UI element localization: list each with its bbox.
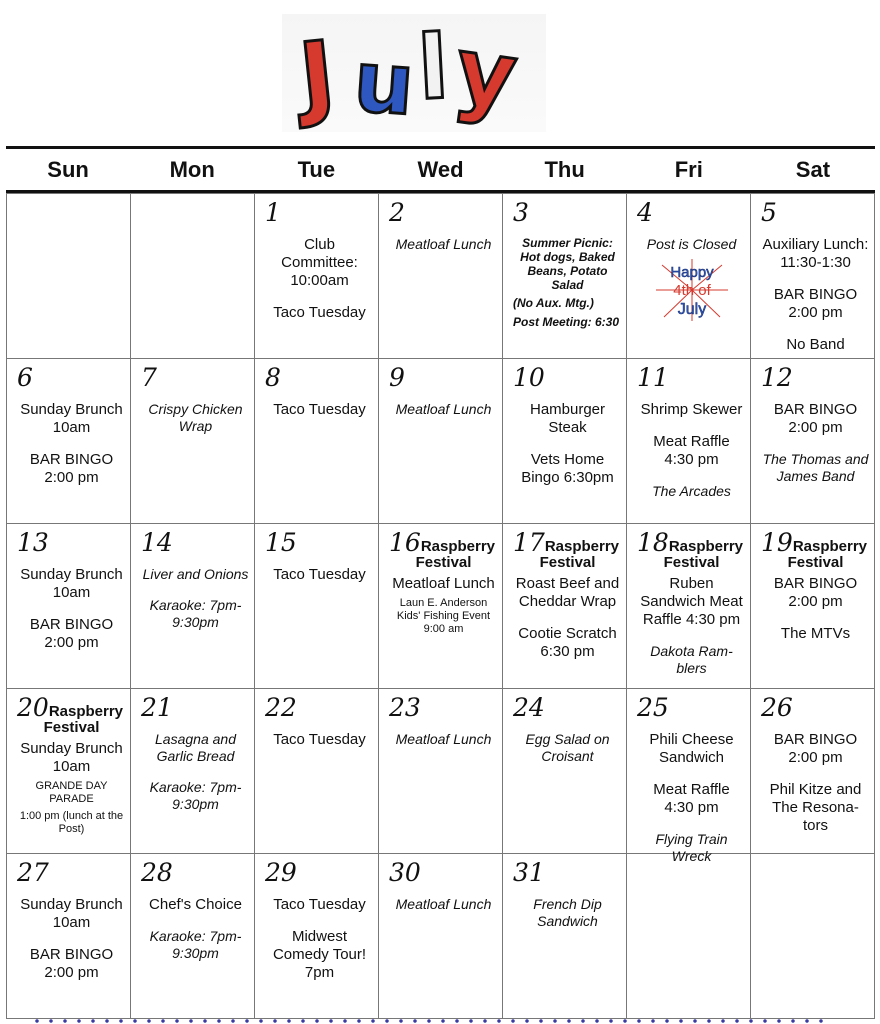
day-number: 13 bbox=[17, 528, 49, 557]
event-text: Hamburger Steak bbox=[529, 401, 606, 436]
day-cell-10 bbox=[503, 359, 627, 524]
day-header bbox=[513, 693, 622, 723]
event-text: BAR BINGO 2:00 pm bbox=[29, 451, 114, 486]
day-header bbox=[513, 363, 622, 393]
day-header bbox=[637, 198, 746, 228]
day-cell-24 bbox=[503, 689, 627, 854]
calendar bbox=[6, 146, 875, 1019]
event-text: Flying Train Wreck bbox=[655, 831, 728, 864]
event-text: BAR BINGO 2:00 pm bbox=[773, 401, 858, 436]
event-text: Taco Tuesday bbox=[273, 896, 366, 913]
event-text: Roast Beef and Cheddar Wrap bbox=[515, 575, 620, 610]
day-number: 19 bbox=[761, 528, 793, 557]
day-cell-30 bbox=[379, 854, 503, 1019]
day-events bbox=[265, 896, 374, 982]
day-cell-2 bbox=[379, 194, 503, 359]
day-header bbox=[141, 858, 250, 888]
day-number: 22 bbox=[265, 693, 297, 722]
event-text: Chef's Choice bbox=[149, 896, 242, 913]
day-number: 9 bbox=[389, 363, 405, 392]
day-header bbox=[637, 363, 746, 393]
day-cell-12 bbox=[751, 359, 875, 524]
day-title-continued: Festival bbox=[415, 554, 472, 571]
event-text: Karaoke: 7pm-9:30pm bbox=[149, 928, 242, 961]
title-letter-l: l bbox=[415, 15, 452, 120]
day-cell-28 bbox=[131, 854, 255, 1019]
day-events bbox=[389, 401, 498, 418]
day-header bbox=[265, 363, 374, 393]
day-cell-1 bbox=[255, 194, 379, 359]
day-events bbox=[513, 401, 622, 487]
weekday-sat: Sat bbox=[795, 156, 831, 182]
day-events bbox=[637, 554, 746, 677]
day-title: Raspberry bbox=[420, 538, 496, 555]
event-text: Meatloaf Lunch bbox=[395, 236, 492, 252]
weekday-fri: Fri bbox=[674, 156, 703, 182]
weekday-header bbox=[6, 149, 875, 190]
day-cell-16 bbox=[379, 524, 503, 689]
day-number: 21 bbox=[141, 693, 173, 722]
event-text: Sunday Brunch 10am bbox=[20, 566, 123, 601]
event-text: Liver and Onions bbox=[142, 566, 249, 582]
day-events bbox=[265, 731, 374, 749]
day-events bbox=[141, 566, 250, 631]
day-cell-22 bbox=[255, 689, 379, 854]
event-text: Meat Raffle 4:30 pm bbox=[653, 781, 730, 816]
day-header bbox=[141, 693, 250, 723]
event-text: Post Meeting: 6:30 bbox=[513, 315, 620, 329]
event-text: Club Committee: 10:00am bbox=[281, 236, 358, 289]
event-text: Lasagna and Garlic Bread bbox=[155, 731, 236, 764]
event-text: Meatloaf Lunch bbox=[395, 401, 492, 417]
day-cell-23 bbox=[379, 689, 503, 854]
event-text: The MTVs bbox=[780, 625, 851, 642]
day-events bbox=[389, 896, 498, 913]
day-events bbox=[637, 236, 746, 323]
day-title: Raspberry bbox=[668, 538, 744, 555]
day-number: 15 bbox=[265, 528, 297, 557]
day-events bbox=[17, 896, 126, 982]
event-text: Taco Tuesday bbox=[273, 401, 366, 418]
event-text: Sunday Brunch 10am bbox=[20, 896, 123, 931]
day-header bbox=[389, 858, 498, 888]
day-number: 17 bbox=[513, 528, 545, 557]
event-text: Midwest Comedy Tour! 7pm bbox=[272, 928, 367, 981]
day-title-continued: Festival bbox=[43, 719, 100, 736]
day-number: 18 bbox=[637, 528, 669, 557]
day-events bbox=[761, 236, 870, 354]
weekday-tue: Tue bbox=[297, 156, 336, 182]
day-number: 25 bbox=[637, 693, 669, 722]
event-text: (No Aux. Mtg.) bbox=[513, 296, 594, 310]
day-number: 14 bbox=[141, 528, 173, 557]
day-number: 11 bbox=[637, 363, 669, 392]
day-number: 16 bbox=[389, 528, 421, 557]
event-text: Laun E. Anderson Kids' Fishing Event 9:00 am bbox=[396, 597, 491, 635]
day-number: 30 bbox=[389, 858, 421, 887]
event-text: No Band bbox=[786, 336, 845, 353]
weekday-mon: Mon bbox=[169, 156, 215, 182]
empty-day-cell bbox=[627, 854, 751, 1019]
day-events bbox=[637, 401, 746, 500]
day-cell-25 bbox=[627, 689, 751, 864]
empty-day-cell bbox=[751, 854, 875, 1019]
day-number: 24 bbox=[513, 693, 545, 722]
event-text: The Thomas and James Band bbox=[762, 451, 869, 484]
july-title-logo bbox=[282, 14, 546, 135]
day-events bbox=[17, 566, 126, 652]
day-header bbox=[17, 858, 126, 888]
day-cell-19 bbox=[751, 524, 875, 689]
day-events bbox=[265, 236, 374, 322]
day-events bbox=[389, 731, 498, 748]
day-cell-21 bbox=[131, 689, 255, 854]
event-text: Meatloaf Lunch bbox=[395, 731, 492, 747]
day-number: 4 bbox=[637, 198, 653, 227]
event-text: Auxiliary Lunch: 11:30-1:30 bbox=[762, 236, 869, 271]
day-number: 23 bbox=[389, 693, 421, 722]
day-header bbox=[389, 198, 498, 228]
event-text: Phili Cheese Sandwich bbox=[649, 731, 734, 766]
day-cell-27 bbox=[7, 854, 131, 1019]
day-cell-29 bbox=[255, 854, 379, 1019]
calendar-grid bbox=[6, 193, 875, 1019]
day-events bbox=[141, 401, 250, 435]
event-text: GRANDE DAY PARADE bbox=[35, 780, 108, 805]
day-cell-4 bbox=[627, 194, 751, 359]
day-events bbox=[513, 896, 622, 930]
weekday-thu: Thu bbox=[544, 156, 585, 182]
event-text: Meat Raffle 4:30 pm bbox=[653, 433, 730, 468]
day-cell-9 bbox=[379, 359, 503, 524]
day-cell-7 bbox=[131, 359, 255, 524]
event-text: BAR BINGO 2:00 pm bbox=[29, 616, 114, 651]
day-cell-14 bbox=[131, 524, 255, 689]
event-text: Meatloaf Lunch bbox=[392, 575, 495, 592]
day-cell-17 bbox=[503, 524, 627, 689]
day-header bbox=[389, 363, 498, 393]
day-number: 10 bbox=[513, 363, 545, 392]
day-header bbox=[17, 363, 126, 393]
event-text: Taco Tuesday bbox=[273, 304, 366, 321]
day-cell-5 bbox=[751, 194, 875, 359]
day-cell-6 bbox=[7, 359, 131, 524]
title-letter-j: J bbox=[294, 21, 340, 132]
day-events bbox=[761, 554, 870, 643]
event-text: Crispy Chicken Wrap bbox=[148, 401, 243, 434]
day-cell-3 bbox=[503, 194, 627, 359]
event-text: Post is Closed bbox=[646, 236, 737, 252]
day-number: 28 bbox=[141, 858, 173, 887]
event-text: Summer Picnic: Hot dogs, Baked Beans, Potato Salad bbox=[520, 236, 615, 292]
day-cell-31 bbox=[503, 854, 627, 1019]
day-header bbox=[265, 198, 374, 228]
day-header bbox=[265, 858, 374, 888]
day-number: 31 bbox=[513, 858, 545, 887]
day-header bbox=[17, 528, 126, 558]
fireworks-line-3: July bbox=[677, 301, 706, 318]
day-title: Raspberry bbox=[544, 538, 620, 555]
day-header bbox=[761, 363, 870, 393]
day-cell-15 bbox=[255, 524, 379, 689]
event-text: Taco Tuesday bbox=[273, 731, 366, 748]
title-letter-u: u bbox=[350, 32, 418, 135]
day-events bbox=[513, 731, 622, 765]
day-events bbox=[141, 896, 250, 962]
day-header bbox=[141, 363, 250, 393]
event-text: Sunday Brunch 10am bbox=[20, 401, 123, 436]
day-number: 29 bbox=[265, 858, 297, 887]
day-number: 8 bbox=[265, 363, 281, 392]
day-header bbox=[265, 528, 374, 558]
day-number: 27 bbox=[17, 858, 49, 887]
day-cell-11 bbox=[627, 359, 751, 524]
event-text: Sunday Brunch 10am bbox=[20, 740, 123, 775]
day-number: 12 bbox=[761, 363, 793, 392]
event-text: Meatloaf Lunch bbox=[395, 896, 492, 912]
bottom-dotted-border bbox=[30, 1018, 830, 1024]
event-text: Shrimp Skewer bbox=[640, 401, 743, 418]
day-title-continued: Festival bbox=[539, 554, 596, 571]
day-events bbox=[761, 401, 870, 485]
event-text: Cootie Scratch 6:30 pm bbox=[518, 625, 617, 660]
day-cell-18 bbox=[627, 524, 751, 689]
event-text: Phil Kitze and The Resona-tors bbox=[769, 781, 862, 834]
day-number: 3 bbox=[513, 198, 529, 227]
day-header bbox=[265, 693, 374, 723]
day-header bbox=[389, 693, 498, 723]
weekday-wed: Wed bbox=[417, 156, 464, 182]
happy-4th-fireworks-graphic bbox=[652, 257, 732, 323]
day-header bbox=[141, 528, 250, 558]
day-events bbox=[265, 401, 374, 419]
weekday-sun: Sun bbox=[47, 156, 89, 182]
day-title: Raspberry bbox=[792, 538, 868, 555]
fireworks-line-2: 4th of bbox=[672, 282, 711, 299]
event-text: Dakota Ram-blers bbox=[650, 643, 733, 676]
event-text: BAR BINGO 2:00 pm bbox=[29, 946, 114, 981]
day-number: 2 bbox=[389, 198, 405, 227]
day-number: 5 bbox=[761, 198, 777, 227]
event-text: The Arcades bbox=[652, 483, 731, 499]
event-text: French Dip Sandwich bbox=[533, 896, 602, 929]
day-events bbox=[513, 554, 622, 661]
day-title-continued: Festival bbox=[663, 554, 720, 571]
day-header bbox=[761, 198, 870, 228]
day-header bbox=[513, 198, 622, 228]
day-cell-8 bbox=[255, 359, 379, 524]
day-header bbox=[761, 693, 870, 723]
day-number: 6 bbox=[17, 363, 33, 392]
day-number: 26 bbox=[761, 693, 793, 722]
event-text: 1:00 pm (lunch at the Post) bbox=[19, 810, 124, 835]
day-events bbox=[389, 554, 498, 636]
empty-day-cell bbox=[7, 194, 131, 359]
day-number: 1 bbox=[265, 198, 281, 227]
day-events bbox=[637, 731, 746, 865]
day-cell-13 bbox=[7, 524, 131, 689]
fireworks-line-1: Happy bbox=[669, 264, 714, 281]
day-title: Raspberry bbox=[48, 703, 124, 720]
day-events bbox=[513, 236, 622, 330]
day-events bbox=[389, 236, 498, 253]
day-events bbox=[761, 731, 870, 835]
day-events bbox=[265, 566, 374, 584]
event-text: Ruben Sandwich Meat Raffle 4:30 pm bbox=[640, 575, 743, 628]
day-header bbox=[513, 858, 622, 888]
event-text: Egg Salad on Croisant bbox=[525, 731, 610, 764]
event-text: Karaoke: 7pm-9:30pm bbox=[149, 597, 242, 630]
day-number: 7 bbox=[141, 363, 157, 392]
event-text: Karaoke: 7pm-9:30pm bbox=[149, 779, 242, 812]
empty-day-cell bbox=[131, 194, 255, 359]
day-cell-26 bbox=[751, 689, 875, 854]
event-text: BAR BINGO 2:00 pm bbox=[773, 731, 858, 766]
event-text: BAR BINGO 2:00 pm bbox=[773, 575, 858, 610]
day-events bbox=[17, 719, 126, 836]
day-events bbox=[141, 731, 250, 813]
event-text: BAR BINGO 2:00 pm bbox=[773, 286, 858, 321]
event-text: Taco Tuesday bbox=[273, 566, 366, 583]
title-letter-y: y bbox=[448, 16, 524, 131]
event-text: Vets Home Bingo 6:30pm bbox=[521, 451, 614, 486]
day-header bbox=[637, 693, 746, 723]
day-title-continued: Festival bbox=[787, 554, 844, 571]
day-number: 20 bbox=[17, 693, 49, 722]
day-cell-20 bbox=[7, 689, 131, 854]
day-events bbox=[17, 401, 126, 487]
